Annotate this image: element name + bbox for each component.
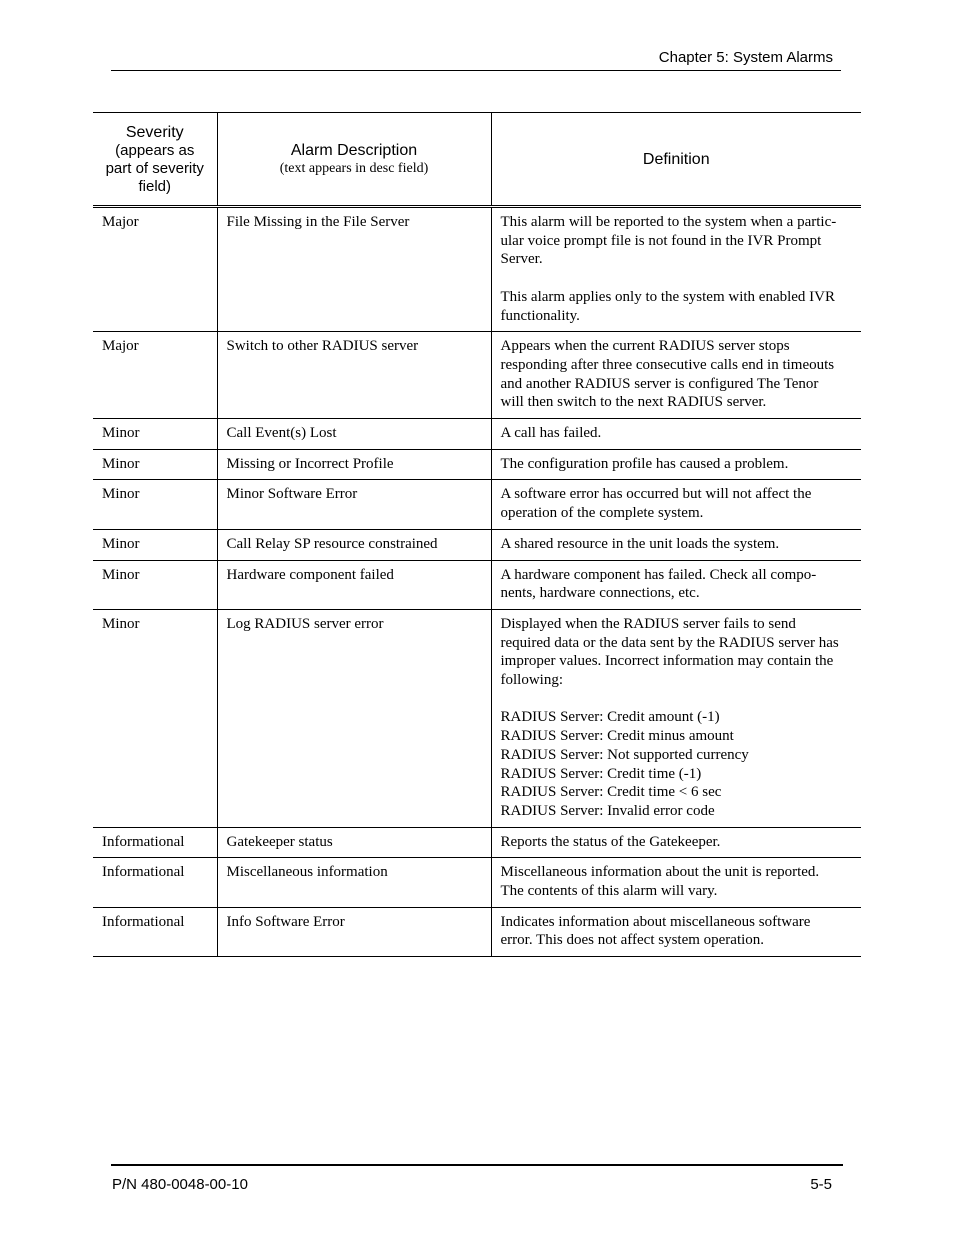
table-row [93,907,861,956]
definition-cell [491,609,861,827]
definition-paragraph [501,566,854,603]
definition-line: nents, hardware connections, etc. [500,585,700,602]
definition-line: A call has failed. [500,425,602,442]
table-row [93,858,861,907]
definition-line: improper values. Incorrect information may contain the [500,653,834,670]
description-header-subtitle: (text appears in desc field) [279,160,429,176]
definition-cell [491,419,861,450]
severity-header-subtitle: (appears as part of severity field) [105,141,204,195]
definition-line: This alarm will be reported to the system when a partic- [500,214,837,230]
definition-paragraph [501,485,854,522]
system-alarms-table [93,112,861,957]
alarm-description-cell: Gatekeeper status [217,827,491,858]
severity-column-header [93,113,217,207]
definition-line: Displayed when the RADIUS server fails to send [500,615,796,632]
table-row [93,827,861,858]
page-number: 5-5 [810,1176,832,1193]
severity-cell: Major [93,207,217,332]
definition-line: RADIUS Server: Credit minus amount [500,728,734,745]
table-row [93,480,861,529]
definition-paragraph [501,213,854,269]
part-number: P/N 480-0048-00-10 [112,1176,248,1193]
definition-line: The contents of this alarm will vary. [500,883,718,900]
definition-line: RADIUS Server: Credit amount (-1) [500,709,720,726]
header-rule [111,70,841,71]
chapter-header: Chapter 5: System Alarms [658,49,833,66]
definition-line: Miscellaneous information about the unit is reported. [500,864,820,881]
alarm-description-cell: Call Event(s) Lost [217,419,491,450]
table-row [93,207,861,332]
definition-line: RADIUS Server: Credit time (-1) [500,765,702,782]
alarm-description-cell: Minor Software Error [217,480,491,529]
table-row [93,529,861,560]
definition-paragraph [501,455,854,474]
description-column-header [217,113,491,207]
definition-cell [491,529,861,560]
definition-paragraph [501,708,854,820]
definition-header-title: Definition [642,150,710,168]
table-row [93,560,861,609]
alarm-description-cell: File Missing in the File Server [217,207,491,332]
definition-column-header [491,113,861,207]
alarm-description-cell: Call Relay SP resource constrained [217,529,491,560]
definition-paragraph [501,913,854,950]
definition-paragraph [501,863,854,900]
definition-cell [491,449,861,480]
description-header-title: Alarm Description [290,141,418,159]
severity-cell: Informational [93,858,217,907]
definition-cell [491,907,861,956]
definition-paragraph [501,615,854,690]
definition-line: Server. [500,251,543,268]
definition-line: ular voice prompt file is not found in the IVR Prompt [500,232,822,249]
alarm-description-cell: Switch to other RADIUS server [217,332,491,419]
alarm-description-cell: Info Software Error [217,907,491,956]
definition-line: A hardware component has failed. Check all compo- [500,566,817,583]
definition-line: error. This does not affect system operation. [500,932,765,949]
severity-header-title: Severity [125,123,184,141]
severity-cell: Minor [93,480,217,529]
severity-cell: Minor [93,419,217,450]
definition-line: RADIUS Server: Invalid error code [500,802,715,819]
severity-cell: Informational [93,907,217,956]
definition-cell [491,560,861,609]
definition-line: Indicates information about miscellaneous software [500,913,811,930]
table-row [93,332,861,419]
definition-line: and another RADIUS server is configured The Tenor [500,375,819,392]
table-row [93,449,861,480]
severity-cell: Major [93,332,217,419]
definition-line: RADIUS Server: Not supported currency [500,746,749,763]
severity-cell: Minor [93,529,217,560]
severity-cell: Minor [93,560,217,609]
footer-rule [111,1164,843,1166]
definition-cell [491,858,861,907]
table-row [93,419,861,450]
definition-line: responding after three consecutive calls end in timeouts [500,356,835,373]
definition-paragraph [501,424,854,443]
definition-paragraph [501,288,854,325]
table-body [93,207,861,957]
severity-cell: Minor [93,609,217,827]
alarm-description-cell: Hardware component failed [217,560,491,609]
definition-line: operation of the complete system. [500,505,704,522]
definition-line: functionality. [500,307,580,324]
definition-line: following: [500,672,563,689]
definition-line: required data or the data sent by the RADIUS server has [500,634,839,651]
definition-cell [491,332,861,419]
definition-line: RADIUS Server: Credit time < 6 sec [500,784,722,801]
definition-line: A software error has occurred but will not affect the [500,486,812,503]
definition-paragraph [501,337,854,412]
severity-cell: Minor [93,449,217,480]
definition-cell [491,207,861,332]
definition-line: will then switch to the next RADIUS server. [500,394,767,411]
definition-line: This alarm applies only to the system with enabled IVR [500,288,836,305]
severity-cell: Informational [93,827,217,858]
definition-cell [491,480,861,529]
alarm-description-cell: Miscellaneous information [217,858,491,907]
alarm-description-cell: Log RADIUS server error [217,609,491,827]
definition-line: Appears when the current RADIUS server stops [500,338,790,355]
definition-paragraph [501,833,854,852]
table-header-row [93,113,861,207]
definition-paragraph [501,535,854,554]
definition-cell [491,827,861,858]
definition-line: A shared resource in the unit loads the system. [500,535,780,552]
definition-line: Reports the status of the Gatekeeper. [500,833,721,850]
alarm-description-cell: Missing or Incorrect Profile [217,449,491,480]
table-row [93,609,861,827]
definition-line: The configuration profile has caused a problem. [500,455,789,472]
